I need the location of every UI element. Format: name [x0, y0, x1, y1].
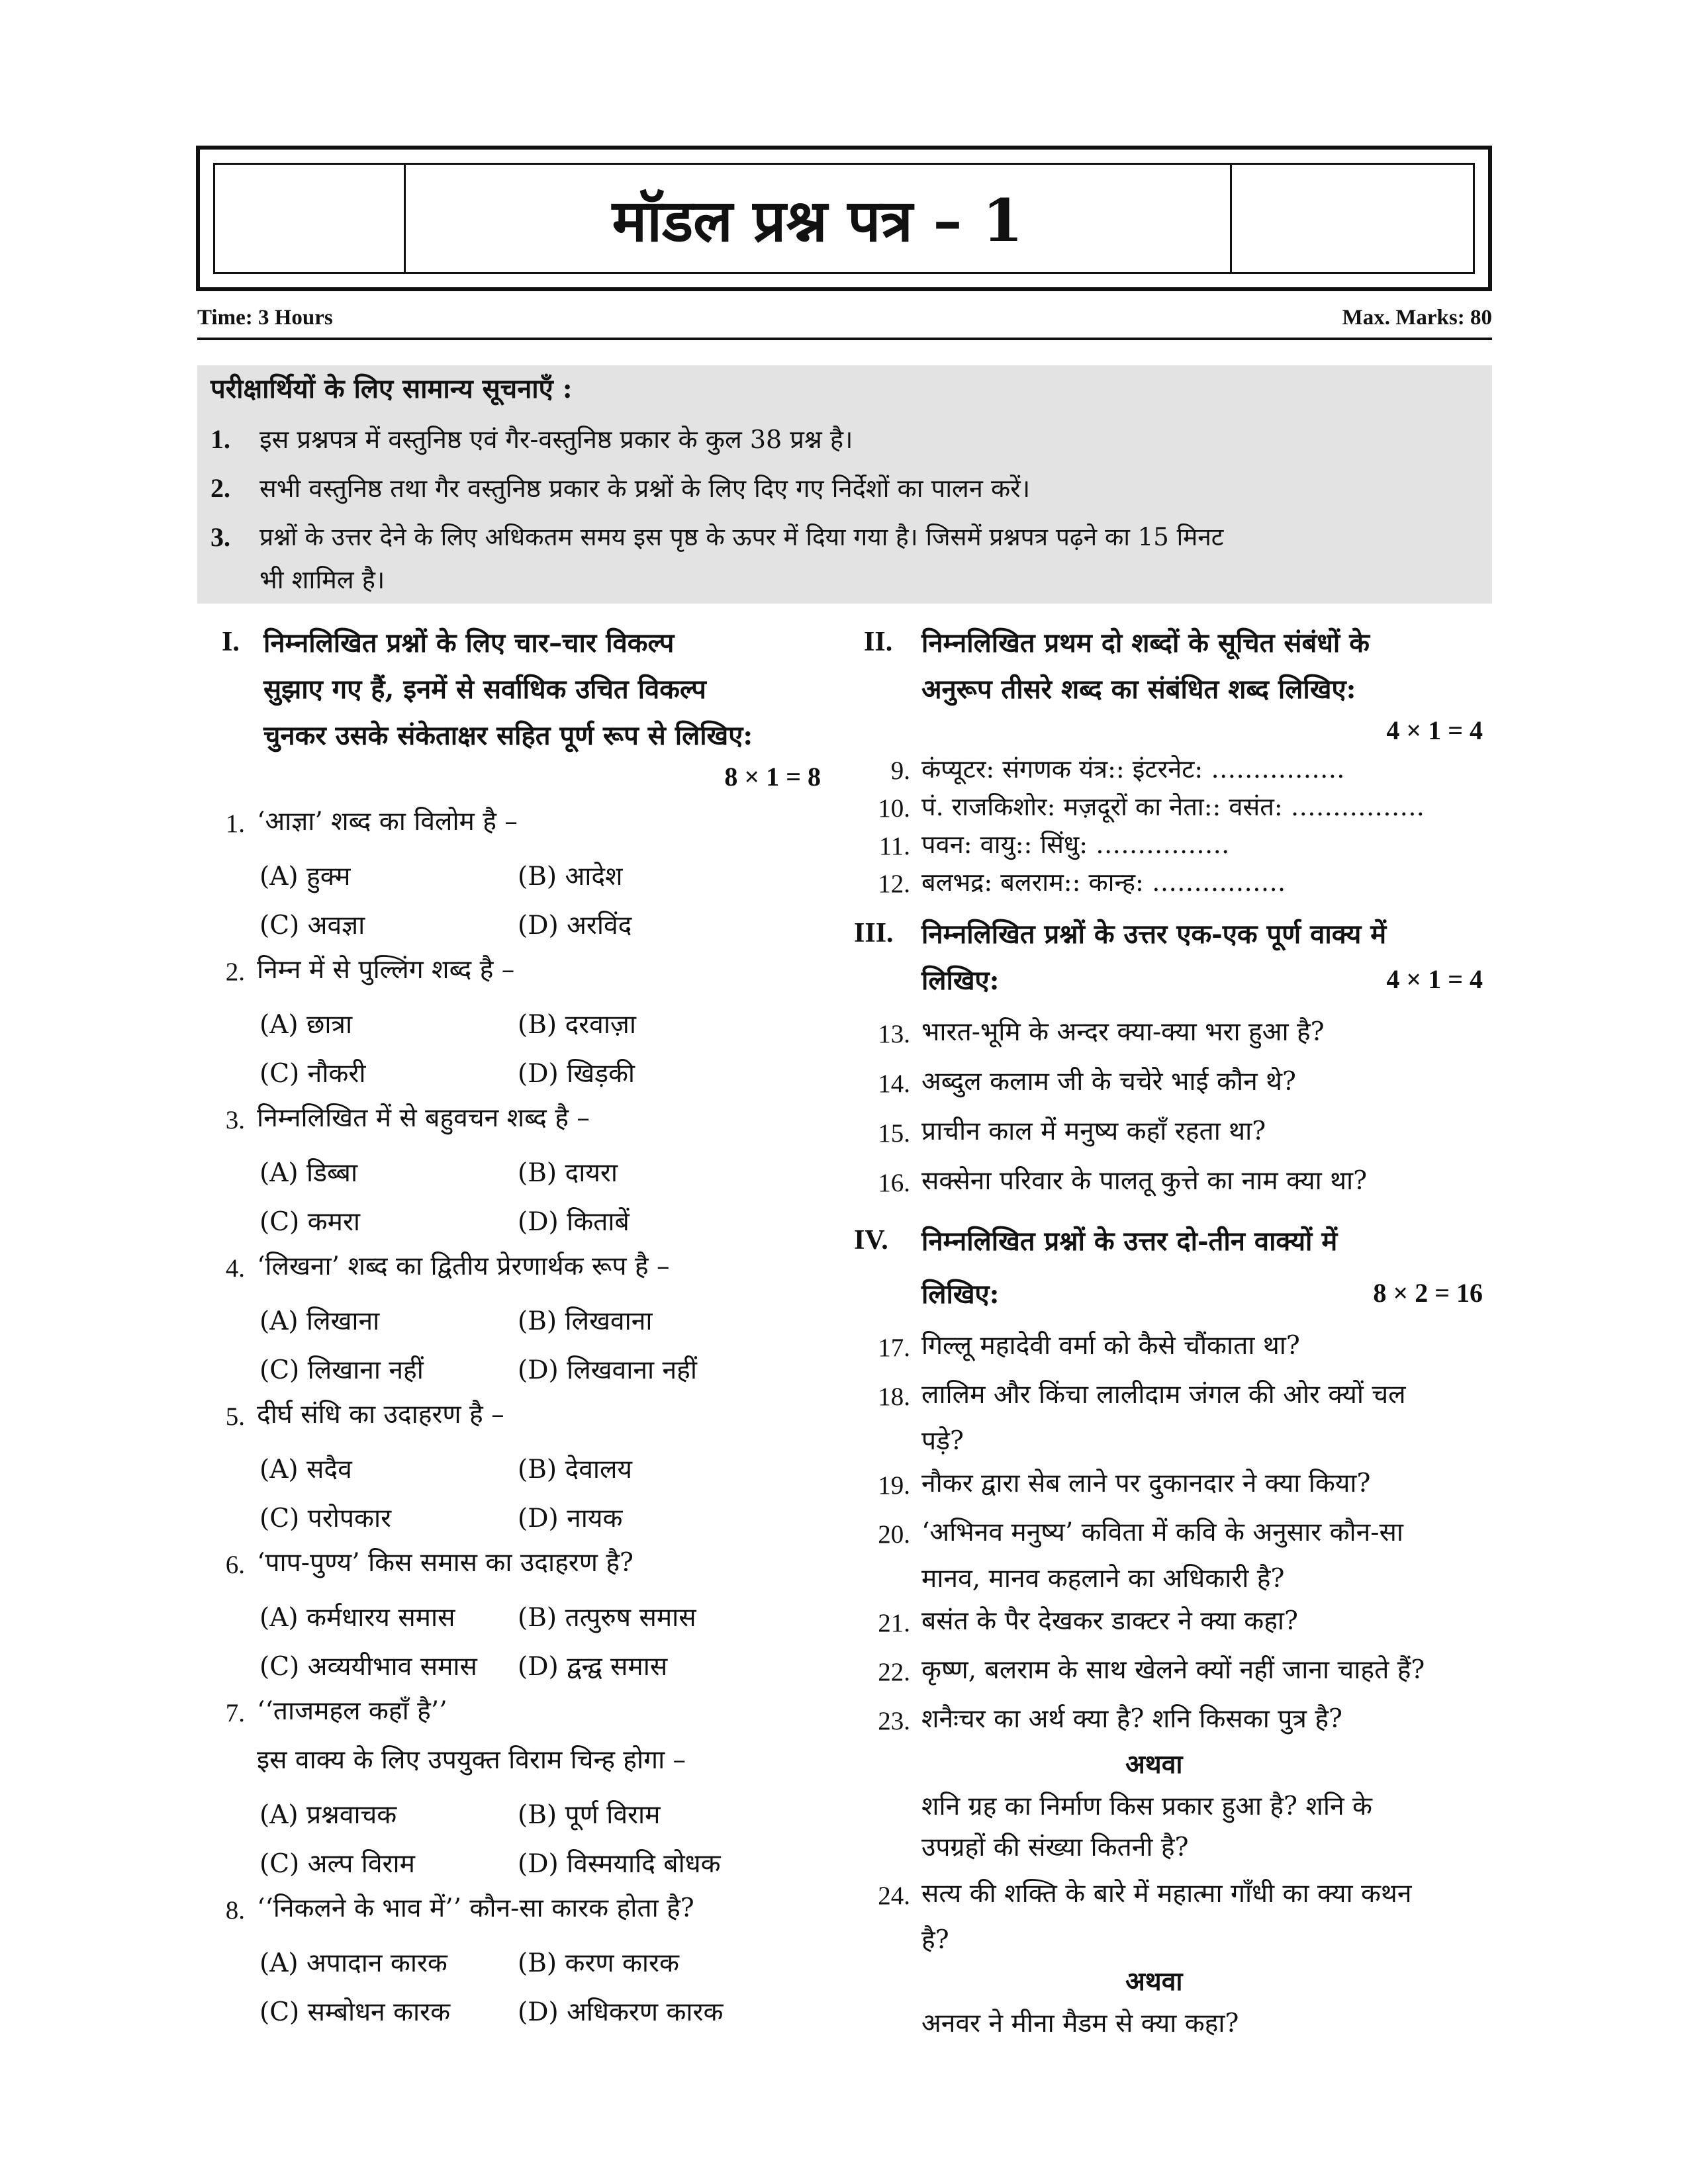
question-number: 4.: [225, 1254, 245, 1283]
question-number: 8.: [225, 1896, 245, 1925]
option-a: (A) प्रश्नवाचक: [259, 1800, 397, 1830]
question-text: ‘‘ताजमहल कहाँ है’’: [257, 1696, 447, 1726]
question-text-cont: मानव, मानव कहलाने का अधिकारी है?: [921, 1564, 1285, 1594]
option-b: (B) पूर्ण विराम: [518, 1800, 661, 1830]
question-number: 3.: [225, 1106, 245, 1134]
option-b: (B) देवालय: [518, 1455, 633, 1484]
section-heading: निम्नलिखित प्रथम दो शब्दों के सूचित संबंधों के: [921, 627, 1370, 659]
question-number: 14.: [878, 1069, 910, 1098]
question-text: ‘पाप-पुण्य’ किस समास का उदाहरण है?: [257, 1548, 633, 1578]
option-b: (B) करण कारक: [518, 1948, 679, 1978]
question-text: शनैःचर का अर्थ क्या है? शनि किसका पुत्र है?: [921, 1704, 1342, 1734]
section-heading: निम्नलिखित प्रश्नों के उत्तर एक-एक पूर्ण वाक्य में: [921, 919, 1387, 950]
question-number: 7.: [225, 1699, 245, 1727]
question-number: 23.: [878, 1707, 910, 1735]
option-d: (D) द्वन्द्व समास: [518, 1652, 668, 1682]
time-label: Time: 3 Hours: [197, 306, 333, 330]
question-text: लालिम और किंचा लालीदाम जंगल की ओर क्यों चल: [921, 1380, 1406, 1410]
option-c: (C) नौकरी: [259, 1059, 366, 1089]
option-b: (B) लिखवाना: [518, 1306, 653, 1336]
section-number: I.: [222, 627, 240, 657]
question-text: ‘‘निकलने के भाव में’’ कौन-सा कारक होता है?: [257, 1893, 694, 1923]
option-d: (D) किताबें: [518, 1207, 630, 1237]
question-number: 12.: [878, 870, 910, 898]
question-text: कृष्ण, बलराम के साथ खेलने क्यों नहीं जाना चाहते हैं?: [921, 1655, 1425, 1685]
question-number: 18.: [878, 1383, 910, 1411]
option-c: (C) परोपकार: [259, 1504, 392, 1533]
question-number: 5.: [225, 1402, 245, 1431]
question-number: 24.: [878, 1882, 910, 1910]
question-text: पं. राजकिशोर: मज़दूरों का नेता:: वसंत: …………….: [921, 792, 1425, 821]
question-text: पवन: वायु:: सिंधु: …………….: [921, 830, 1230, 859]
option-a: (A) हुक्म: [259, 862, 351, 891]
question-text: ‘आज्ञा’ शब्द का विलोम है –: [257, 807, 518, 837]
question-number: 19.: [878, 1471, 910, 1500]
instruction-text: इस प्रश्नपत्र में वस्तुनिष्ठ एवं गैर-वस्तुनिष्ठ प्रकार के कुल 38 प्रश्न है।: [259, 425, 853, 454]
question-number: 9.: [890, 756, 910, 785]
question-number: 20.: [878, 1520, 910, 1549]
instruction-text: प्रश्नों के उत्तर देने के लिए अधिकतम समय इस पृष्ठ के ऊपर में दिया गया है। जिसमें प्रश्नपत्र पढ़ने का 15 मिनट: [259, 523, 1224, 551]
or-label: अथवा: [1125, 1966, 1183, 1997]
section-marks: 8 × 2 = 16: [1373, 1278, 1483, 1308]
section-heading: निम्नलिखित प्रश्नों के उत्तर दो-तीन वाक्यों में: [921, 1226, 1338, 1257]
option-c: (C) सम्बोधन कारक: [259, 1997, 451, 2027]
question-text: अब्दुल कलाम जी के चचेरे भाई कौन थे?: [921, 1067, 1296, 1097]
option-b: (B) दायरा: [518, 1158, 618, 1188]
option-a: (A) अपादान कारक: [259, 1948, 447, 1978]
option-c: (C) अल्प विराम: [259, 1849, 415, 1879]
question-text-cont: पड़े?: [921, 1426, 964, 1456]
question-text-cont: है?: [921, 1925, 949, 1955]
instruction-number: 2.: [211, 473, 230, 503]
instruction-number: 1.: [211, 424, 230, 454]
instruction-number: 3.: [211, 522, 230, 552]
option-a: (A) सदैव: [259, 1455, 352, 1484]
question-text: प्राचीन काल में मनुष्य कहाँ रहता था?: [921, 1116, 1266, 1146]
question-text: गिल्लू महादेवी वर्मा को कैसे चौंकाता था?: [921, 1331, 1300, 1361]
section-heading: लिखिए:: [921, 965, 1000, 996]
question-text: बसंत के पैर देखकर डाक्टर ने क्या कहा?: [921, 1606, 1298, 1636]
question-text-cont: इस वाक्य के लिए उपयुक्त विराम चिन्ह होगा –: [257, 1745, 686, 1775]
option-d: (D) खिड़की: [518, 1059, 635, 1089]
option-b: (B) आदेश: [518, 862, 623, 891]
question-number: 13.: [878, 1020, 910, 1048]
option-d: (D) अधिकरण कारक: [518, 1997, 724, 2027]
section-heading: चुनकर उसके संकेताक्षर सहित पूर्ण रूप से लिखिए:: [263, 720, 753, 751]
option-c: (C) अवज्ञा: [259, 911, 365, 940]
question-text: सत्य की शक्ति के बारे में महात्मा गाँधी का क्या कथन: [921, 1879, 1412, 1909]
question-number: 10.: [878, 794, 910, 823]
option-c: (C) कमरा: [259, 1207, 360, 1237]
question-text: दीर्घ संधि का उदाहरण है –: [257, 1400, 504, 1430]
section-heading: निम्नलिखित प्रश्नों के लिए चार–चार विकल्प: [263, 627, 675, 659]
section-heading: अनुरूप तीसरे शब्द का संबंधित शब्द लिखिए:: [921, 674, 1356, 705]
question-text: निम्नलिखित में से बहुवचन शब्द है –: [257, 1103, 590, 1133]
option-b: (B) तत्पुरुष समास: [518, 1603, 696, 1633]
question-number: 6.: [225, 1551, 245, 1579]
instruction-text: सभी वस्तुनिष्ठ तथा गैर वस्तुनिष्ठ प्रकार के प्रश्नों के लिए दिए गए निर्देशों का पालन करें।: [259, 474, 1031, 503]
section-heading: सुझाए गए हैं, इनमें से सर्वाधिक उचित विकल्प: [263, 674, 706, 705]
alternative-question: अनवर ने मीना मैडम से क्या कहा?: [921, 2009, 1239, 2038]
option-a: (A) डिब्बा: [259, 1158, 358, 1188]
instruction-text-cont: भी शामिल है।: [259, 565, 385, 594]
question-text: कंप्यूटर: संगणक यंत्र:: इंटरनेट: …………….: [921, 754, 1345, 784]
question-number: 2.: [225, 958, 245, 986]
section-marks: 4 × 1 = 4: [1386, 715, 1483, 745]
question-text: बलभद्र: बलराम:: कान्ह: …………….: [921, 868, 1286, 897]
instructions-heading: परीक्षार्थियों के लिए सामान्य सूचनाएँ :: [211, 373, 573, 404]
question-number: 16.: [878, 1169, 910, 1197]
question-text: भारत-भूमि के अन्दर क्या-क्या भरा हुआ है?: [921, 1017, 1325, 1047]
question-number: 21.: [878, 1609, 910, 1637]
question-text: निम्न में से पुल्लिंग शब्द है –: [257, 955, 515, 985]
question-number: 17.: [878, 1334, 910, 1362]
section-number: III.: [854, 918, 894, 948]
option-d: (D) लिखवाना नहीं: [518, 1355, 697, 1385]
question-text: सक्सेना परिवार के पालतू कुत्ते का नाम क्या था?: [921, 1166, 1368, 1196]
option-a: (A) लिखाना: [259, 1306, 380, 1336]
section-marks: 8 × 1 = 8: [724, 762, 821, 792]
or-label: अथवा: [1125, 1749, 1183, 1780]
divider: [197, 338, 1492, 340]
max-marks-label: Max. Marks: 80: [1342, 306, 1492, 330]
option-a: (A) छात्रा: [259, 1010, 353, 1040]
option-c: (C) लिखाना नहीं: [259, 1355, 424, 1385]
option-d: (D) विस्मयादि बोधक: [518, 1849, 721, 1879]
option-c: (C) अव्ययीभाव समास: [259, 1652, 477, 1682]
question-number: 15.: [878, 1119, 910, 1148]
question-text: ‘अभिनव मनुष्य’ कविता में कवि के अनुसार कौन-सा: [921, 1518, 1403, 1547]
page-title: मॉडल प्रश्न पत्र – 1: [612, 186, 1023, 255]
question-number: 1.: [225, 809, 245, 838]
question-text: नौकर द्वारा सेब लाने पर दुकानदार ने क्या किया?: [921, 1469, 1371, 1498]
section-marks: 4 × 1 = 4: [1386, 964, 1483, 994]
option-d: (D) नायक: [518, 1504, 623, 1533]
section-number: IV.: [854, 1225, 888, 1255]
option-d: (D) अरविंद: [518, 911, 632, 940]
question-number: 22.: [878, 1658, 910, 1686]
section-number: II.: [864, 627, 893, 657]
option-b: (B) दरवाज़ा: [518, 1010, 636, 1040]
option-a: (A) कर्मधारय समास: [259, 1603, 455, 1633]
alternative-question-cont: उपग्रहों की संख्या कितनी है?: [921, 1833, 1189, 1862]
question-text: ‘लिखना’ शब्द का द्वितीय प्रेरणार्थक रूप है –: [257, 1251, 670, 1281]
section-heading: लिखिए:: [921, 1279, 1000, 1310]
alternative-question: शनि ग्रह का निर्माण किस प्रकार हुआ है? शनि के: [921, 1792, 1372, 1821]
question-number: 11.: [878, 832, 910, 860]
meta-row: [197, 306, 1492, 336]
